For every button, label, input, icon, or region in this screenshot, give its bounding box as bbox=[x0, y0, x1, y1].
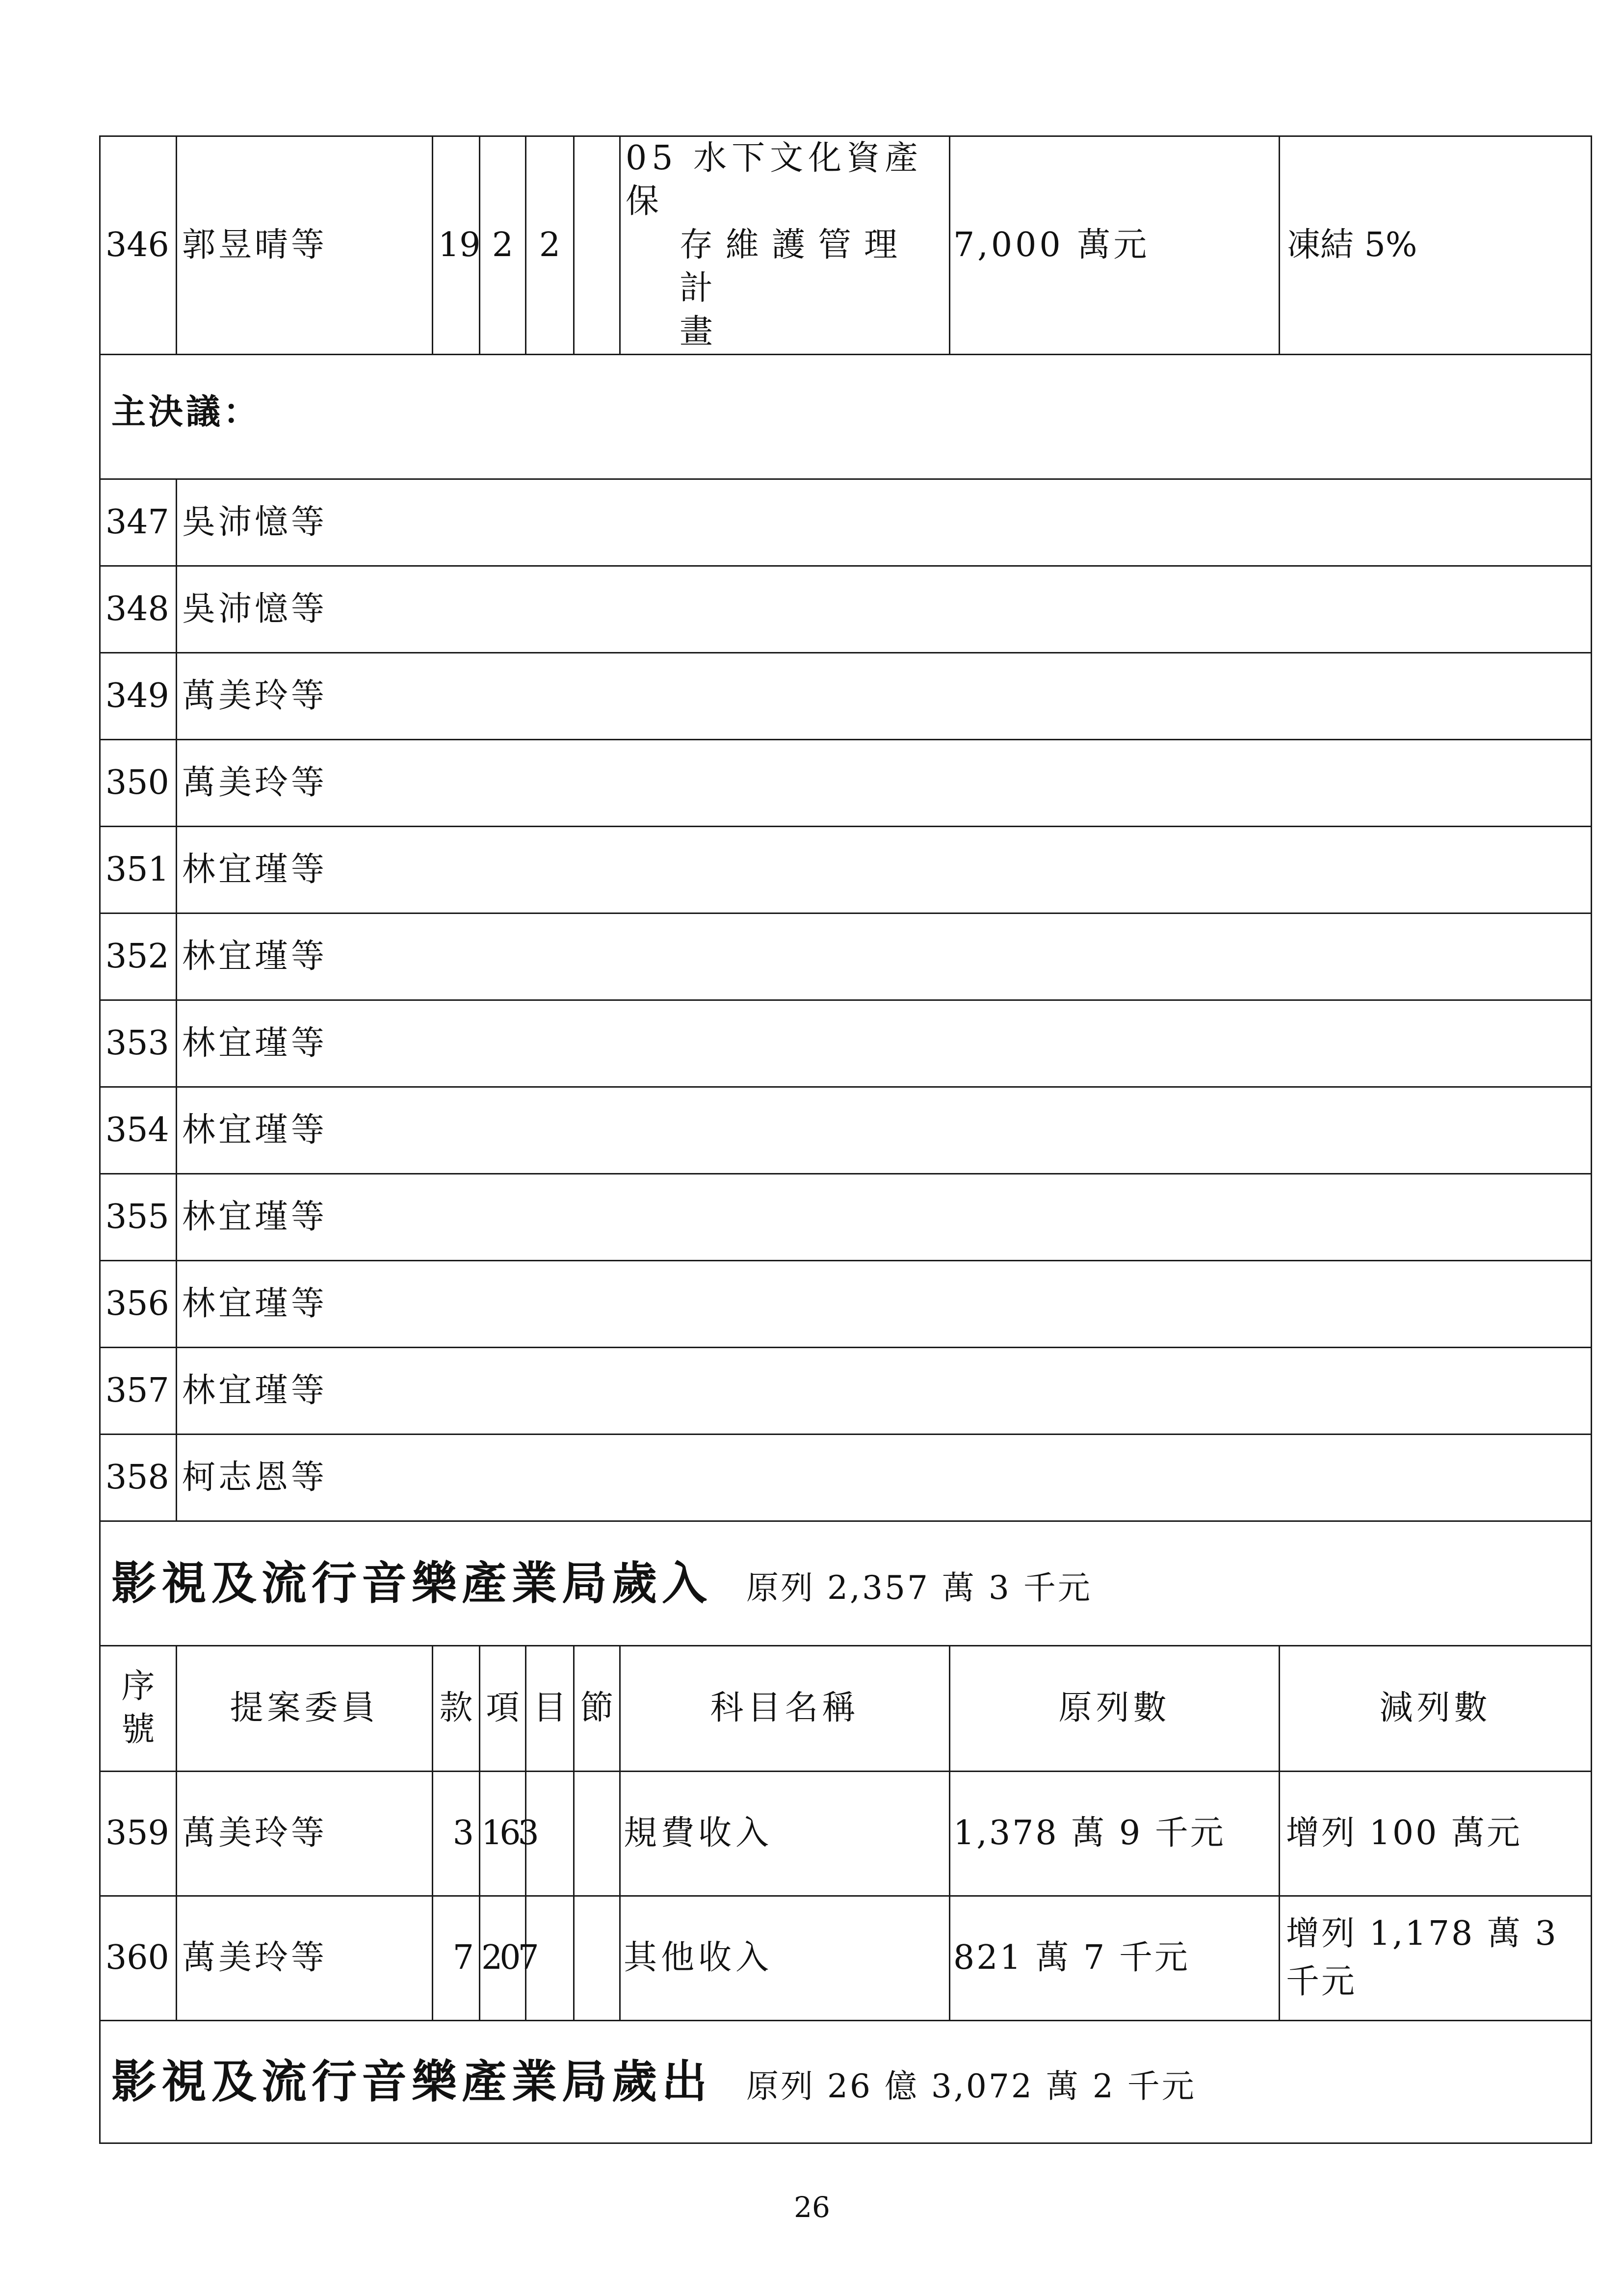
proposer-cell: 萬美玲等 bbox=[177, 1896, 433, 2020]
resolution-row bbox=[100, 1000, 1592, 1087]
row-number: 348 bbox=[100, 566, 177, 652]
page-number: 26 bbox=[794, 2191, 830, 2224]
kuan-cell: 3 bbox=[433, 1771, 480, 1896]
resolution-row bbox=[100, 1434, 1592, 1521]
row-number: 351 bbox=[100, 826, 177, 913]
kuan-cell: 19 bbox=[433, 136, 480, 355]
xiang-cell: 207 bbox=[480, 1896, 526, 2020]
row-number: 355 bbox=[100, 1174, 177, 1260]
resolution-row bbox=[100, 1174, 1592, 1260]
header-kuan: 款 bbox=[433, 1645, 480, 1771]
revenue-section-subtitle: 原列 2,357 萬 3 千元 bbox=[746, 1568, 1092, 1607]
revenue-row bbox=[100, 1896, 1592, 2020]
proposer-cell: 郭昱晴等 bbox=[177, 136, 433, 355]
resolution-row bbox=[100, 826, 1592, 913]
expenditure-section-title: 影視及流行音樂產業局歲出 bbox=[111, 2055, 712, 2108]
expenditure-section-row bbox=[100, 2020, 1592, 2143]
main-resolution-row bbox=[100, 354, 1592, 479]
subject-cell: 其他收入 bbox=[620, 1896, 950, 2020]
subject-line-2: 存維護管理計 bbox=[680, 225, 911, 308]
row-number: 356 bbox=[100, 1260, 177, 1347]
jie-cell bbox=[574, 1896, 620, 2020]
header-mu: 目 bbox=[526, 1645, 574, 1771]
main-resolution-label: 主決議： bbox=[111, 391, 261, 432]
revenue-row-list bbox=[100, 1771, 1592, 2020]
proposer-cell: 萬美玲等 bbox=[177, 1771, 433, 1896]
reduction-cell: 增列 100 萬元 bbox=[1280, 1771, 1592, 1896]
jie-cell bbox=[574, 1771, 620, 1896]
mu-cell: 2 bbox=[526, 136, 574, 355]
header-seq bbox=[100, 1645, 177, 1771]
subject-cell: 規費收入 bbox=[620, 1771, 950, 1896]
subject-line-1: 05 水下文化資產保 bbox=[626, 139, 923, 221]
row-number: 346 bbox=[100, 136, 177, 355]
resolution-row bbox=[100, 739, 1592, 826]
row-number: 353 bbox=[100, 1000, 177, 1087]
header-proposer: 提案委員 bbox=[177, 1645, 433, 1771]
original-amount-cell: 821 萬 7 千元 bbox=[950, 1896, 1280, 2020]
resolution-row bbox=[100, 1347, 1592, 1434]
revenue-row bbox=[100, 1771, 1592, 1896]
row-number: 357 bbox=[100, 1347, 177, 1434]
resolution-row bbox=[100, 652, 1592, 739]
proposer-cell: 吳沛憶等 bbox=[177, 566, 1592, 652]
xiang-cell: 2 bbox=[480, 136, 526, 355]
row-number: 360 bbox=[100, 1896, 177, 2020]
proposer-cell: 萬美玲等 bbox=[177, 652, 1592, 739]
row-number: 358 bbox=[100, 1434, 177, 1521]
table-row-346 bbox=[100, 136, 1592, 355]
header-xiang: 項 bbox=[480, 1645, 526, 1771]
header-subject: 科目名稱 bbox=[620, 1645, 950, 1771]
reduction-cell: 凍結 5% bbox=[1280, 136, 1592, 355]
original-amount-cell: 1,378 萬 9 千元 bbox=[950, 1771, 1280, 1896]
row-number: 352 bbox=[100, 913, 177, 1000]
proposer-cell: 林宜瑾等 bbox=[177, 1000, 1592, 1087]
subject-cell bbox=[620, 136, 950, 355]
header-original: 原列數 bbox=[950, 1645, 1280, 1771]
header-seq-top: 序 bbox=[121, 1667, 155, 1706]
proposer-cell: 萬美玲等 bbox=[177, 739, 1592, 826]
proposer-cell: 林宜瑾等 bbox=[177, 1347, 1592, 1434]
resolution-row bbox=[100, 479, 1592, 566]
reduction-cell: 增列 1,178 萬 3 千元 bbox=[1280, 1896, 1592, 2020]
resolution-list bbox=[100, 479, 1592, 1521]
proposer-cell: 林宜瑾等 bbox=[177, 1087, 1592, 1174]
resolution-row bbox=[100, 913, 1592, 1000]
xiang-cell: 163 bbox=[480, 1771, 526, 1896]
row-number: 350 bbox=[100, 739, 177, 826]
header-seq-bottom: 號 bbox=[121, 1710, 155, 1749]
revenue-section-title: 影視及流行音樂產業局歲入 bbox=[111, 1557, 712, 1610]
proposer-cell: 吳沛憶等 bbox=[177, 479, 1592, 566]
resolution-row bbox=[100, 1260, 1592, 1347]
kuan-cell: 7 bbox=[433, 1896, 480, 2020]
budget-document bbox=[99, 135, 1591, 2144]
subject-line-3: 畫 bbox=[680, 312, 718, 351]
expenditure-section-subtitle: 原列 26 億 3,072 萬 2 千元 bbox=[746, 2067, 1196, 2105]
proposer-cell: 林宜瑾等 bbox=[177, 1260, 1592, 1347]
proposer-cell: 林宜瑾等 bbox=[177, 913, 1592, 1000]
resolution-row bbox=[100, 1087, 1592, 1174]
original-amount-cell: 7,000 萬元 bbox=[950, 136, 1280, 355]
row-number: 354 bbox=[100, 1087, 177, 1174]
header-reduction: 減列數 bbox=[1280, 1645, 1592, 1771]
header-jie: 節 bbox=[574, 1645, 620, 1771]
proposer-cell: 林宜瑾等 bbox=[177, 1174, 1592, 1260]
proposer-cell: 柯志恩等 bbox=[177, 1434, 1592, 1521]
proposer-cell: 林宜瑾等 bbox=[177, 826, 1592, 913]
table-header-row bbox=[100, 1645, 1592, 1771]
resolution-row bbox=[100, 566, 1592, 652]
row-number: 347 bbox=[100, 479, 177, 566]
row-number: 349 bbox=[100, 652, 177, 739]
budget-table bbox=[99, 135, 1592, 2144]
jie-cell bbox=[574, 136, 620, 355]
revenue-section-row bbox=[100, 1521, 1592, 1645]
row-number: 359 bbox=[100, 1771, 177, 1896]
